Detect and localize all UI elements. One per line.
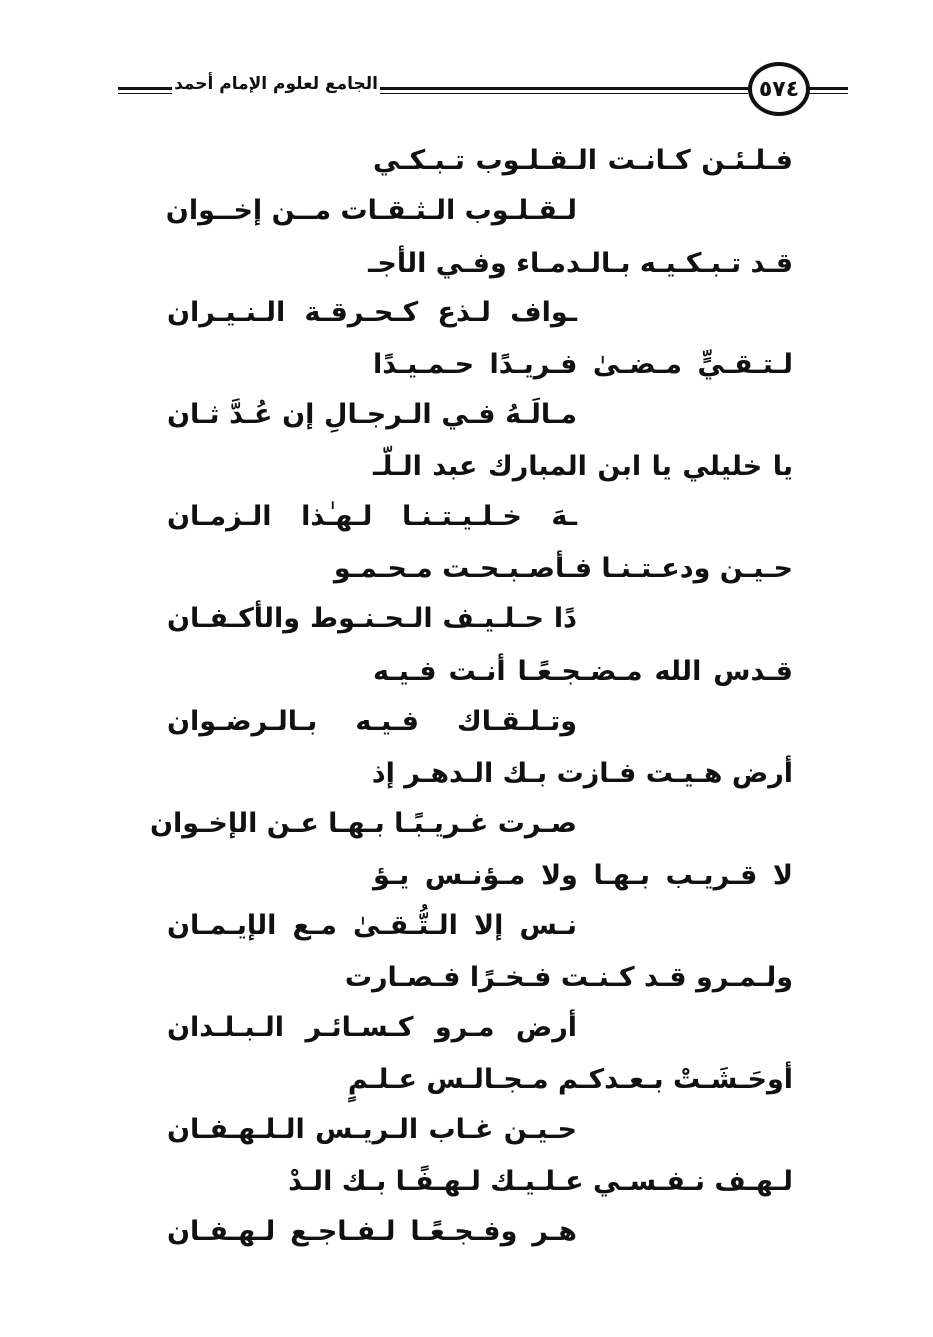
verse-line-3: قـد تـبـكـيـه بـالـدمـاء وفـي الأجـ	[368, 248, 793, 279]
verse-line-5: لـتـقـيٍّ مـضـىٰ فـريـدًا حـمـيـدًا	[373, 349, 793, 380]
verse-line-1: فـلـئـن كـانـت الـقـلـوب تـبـكـي	[373, 145, 793, 176]
page-number: ٥٧٤	[758, 76, 800, 102]
header-rule-middle	[380, 87, 748, 94]
verse-line-18: أرض مـرو كـسـائـر الـبـلـدان	[167, 1012, 577, 1043]
verse-line-11: قـدس الله مـضـجـعًـا أنـت فـيـه	[373, 656, 793, 687]
verse-line-13: أرض هـيـت فـازت بـك الـدهـر إذ	[371, 758, 793, 789]
verse-line-20: حـيـن غـاب الـريـس الـلـهـفـان	[167, 1114, 577, 1145]
verse-line-8: ـهَ خـلـيـتـنـا لـهـٰذا الـزمـان	[167, 501, 577, 532]
header-rule-right	[808, 87, 848, 94]
verse-line-21: لـهـف نـفـسـي عـلـيـك لـهـفًـا بـك الـدْ	[288, 1166, 793, 1197]
verse-line-17: ولـمـرو قـد كـنـت فـخـرًا فـصـارت	[344, 962, 793, 993]
verse-line-14: صـرت غـريـبًـا بـهـا عـن الإخـوان	[149, 808, 577, 839]
verse-line-10: دًا حـلـيـف الـحـنـوط والأكـفـان	[167, 603, 577, 634]
verse-line-12: وتـلـقـاك فـيـه بـالـرضـوان	[167, 706, 577, 737]
verse-line-2: لـقـلـوب الـثـقـات مــن إخــوان	[165, 195, 577, 226]
page-number-badge	[748, 62, 810, 116]
verse-line-6: مـالَـهُ فـي الـرجـالِ إن عُـدَّ ثـان	[167, 399, 577, 430]
page-header	[118, 58, 850, 128]
verse-line-4: ـواف لـذع كـحـرقـة الـنـيـران	[167, 297, 577, 328]
running-title: الجامع لعلوم الإمام أحمد	[174, 74, 378, 94]
verse-line-15: لا قـريـب بـهـا ولا مـؤنـس يـؤ	[373, 860, 793, 891]
verse-line-19: أوحَـشَـتْ بـعـدكـم مـجـالـس عـلـمٍ	[347, 1064, 793, 1095]
verse-line-16: نـس إلا الـتُّـقـىٰ مـع الإيـمـان	[167, 910, 577, 941]
verse-line-22: هـر وفـجـعًـا لـفـاجـع لـهـفـان	[167, 1216, 577, 1247]
verse-line-7: يا خليلي يا ابن المبارك عبد الـلّـ	[373, 451, 793, 482]
verse-line-9: حـيـن ودعـتـنـا فـأصـبـحـت مـحـمـو	[333, 553, 793, 584]
header-rule-left	[118, 87, 172, 94]
